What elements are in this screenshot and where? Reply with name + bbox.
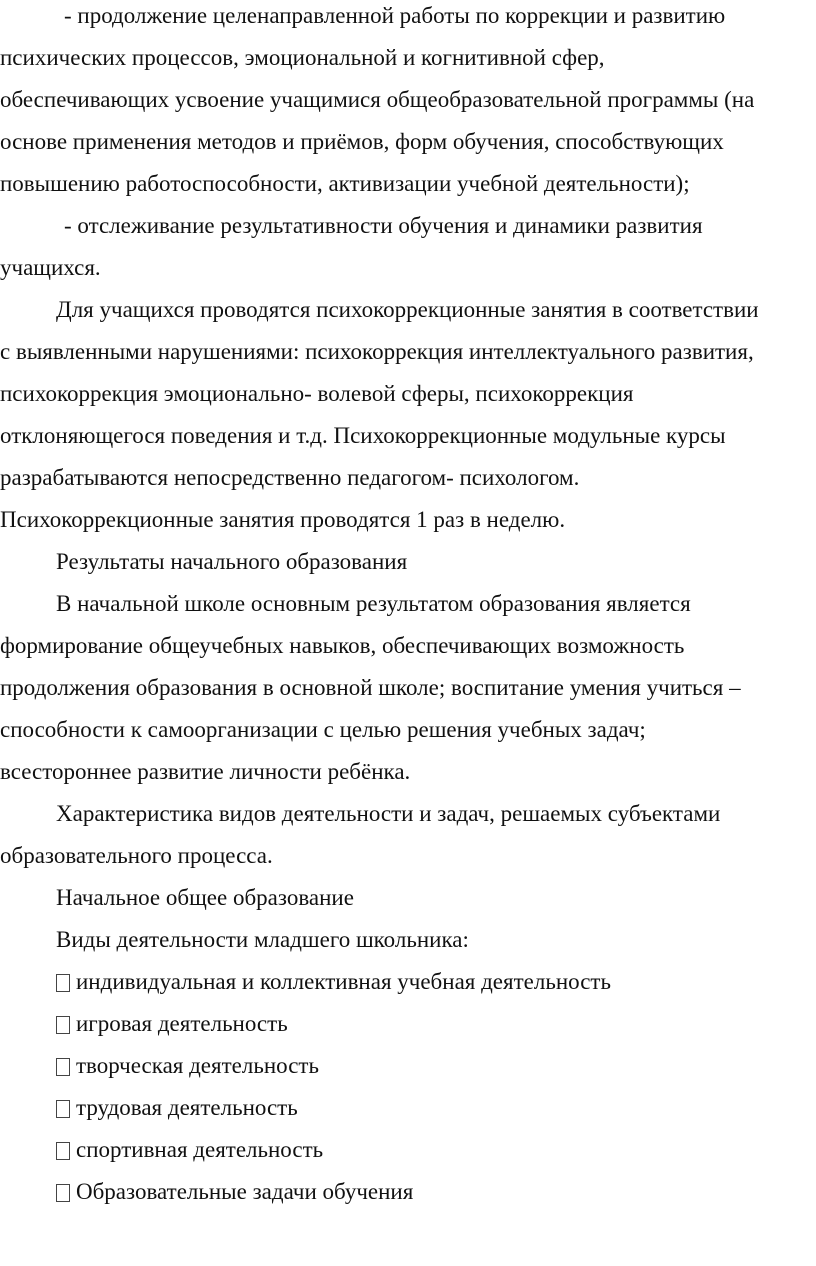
list-item-text: игровая деятельность: [76, 1011, 288, 1036]
text-line: основе применения методов и приёмов, форм обучения, способствующих: [0, 129, 724, 154]
missing-glyph-icon: [56, 1100, 70, 1118]
section-heading: Результаты начального образования: [56, 549, 408, 574]
text-line: повышению работоспособности, активизации учебной деятельности);: [0, 171, 690, 196]
text-line: Психокоррекционные занятия проводятся 1 раз в неделю.: [0, 507, 566, 532]
list-item-text: индивидуальная и коллективная учебная деятельность: [76, 969, 611, 994]
text-line: Для учащихся проводятся психокоррекционные занятия в соответствии: [56, 297, 759, 322]
text-line: психических процессов, эмоциональной и когнитивной сфер,: [0, 45, 605, 70]
list-item: [56, 1135, 323, 1165]
text-line: формирование общеучебных навыков, обеспечивающих возможность: [0, 633, 685, 658]
list-item: [56, 1009, 288, 1039]
list-item: [56, 967, 611, 997]
text-line: психокоррекция эмоционально- волевой сферы, психокоррекция: [0, 381, 634, 406]
text-line: - отслеживание результативности обучения и динамики развития: [64, 213, 703, 238]
text-line: Характеристика видов деятельности и задач, решаемых субъектами: [56, 801, 721, 826]
text-line: учащихся.: [0, 255, 101, 280]
missing-glyph-icon: [56, 1058, 70, 1076]
list-item: [56, 1093, 298, 1123]
section-heading: Начальное общее образование: [56, 885, 354, 910]
list-item: [56, 1051, 319, 1081]
list-item-text: Образовательные задачи обучения: [76, 1179, 414, 1204]
text-line: В начальной школе основным результатом образования является: [56, 591, 691, 616]
text-line: разрабатываются непосредственно педагогом- психологом.: [0, 465, 580, 490]
missing-glyph-icon: [56, 1016, 70, 1034]
text-line: способности к самоорганизации с целью решения учебных задач;: [0, 717, 646, 742]
list-item: [56, 1177, 413, 1207]
missing-glyph-icon: [56, 1184, 70, 1202]
text-line: - продолжение целенаправленной работы по коррекции и развитию: [64, 3, 726, 28]
text-line: обеспечивающих усвоение учащимися общеобразовательной программы (на: [0, 87, 755, 112]
text-line: с выявленными нарушениями: психокоррекция интеллектуального развития,: [0, 339, 754, 364]
text-line: всестороннее развитие личности ребёнка.: [0, 759, 411, 784]
list-item-text: трудовая деятельность: [76, 1095, 298, 1120]
missing-glyph-icon: [56, 974, 70, 992]
list-item-text: творческая деятельность: [76, 1053, 319, 1078]
list-item-text: спортивная деятельность: [76, 1137, 324, 1162]
text-line: Виды деятельности младшего школьника:: [56, 927, 469, 952]
text-line: отклоняющегося поведения и т.д. Психокоррекционные модульные курсы: [0, 423, 726, 448]
missing-glyph-icon: [56, 1142, 70, 1160]
text-line: продолжения образования в основной школе; воспитание умения учиться –: [0, 675, 741, 700]
text-line: образовательного процесса.: [0, 843, 273, 868]
